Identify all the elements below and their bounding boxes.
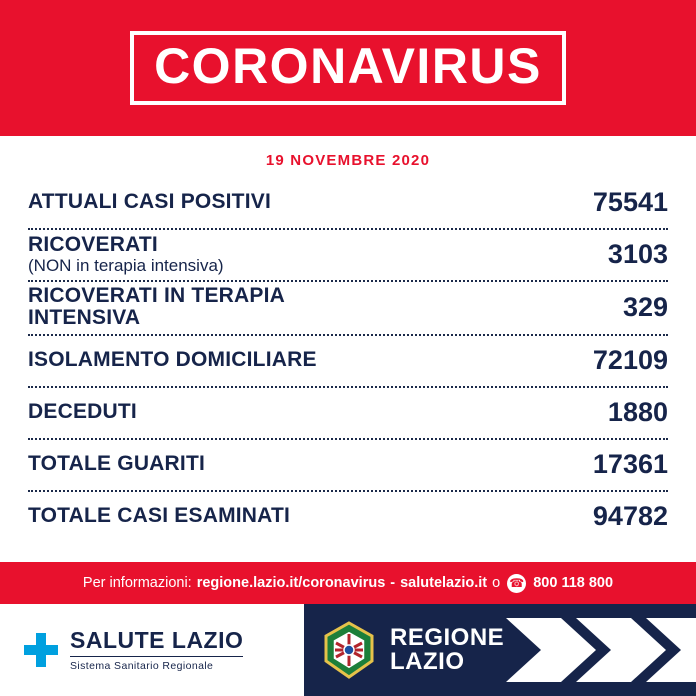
stat-row: [28, 230, 668, 282]
salute-lazio-text: [70, 628, 243, 671]
title-box: [130, 31, 566, 105]
info-phone-number[interactable]: 800 118 800: [533, 575, 614, 591]
stat-label: TOTALE GUARITI: [28, 452, 206, 476]
info-prefix: Per informazioni:: [82, 575, 192, 591]
info-link-salute[interactable]: salutelazio.it: [400, 575, 488, 591]
stat-row: [28, 282, 668, 336]
regione-line-2: LAZIO: [390, 648, 465, 675]
stat-value: 72109: [592, 344, 668, 375]
info-strip: [0, 562, 696, 604]
salute-lazio-subtitle: Sistema Sanitario Regionale: [70, 656, 243, 672]
footer-regione-lazio: [304, 604, 696, 696]
salute-lazio-title: SALUTE LAZIO: [70, 627, 244, 654]
regione-lazio-emblem-icon: [322, 621, 376, 679]
page-title: CORONAVIRUS: [154, 38, 542, 94]
stat-value: 75541: [592, 186, 668, 217]
stats-list: [0, 178, 696, 562]
header-banner: [0, 0, 696, 136]
stat-row: [28, 440, 668, 492]
stat-row: [28, 178, 668, 230]
stat-label: ATTUALI CASI POSITIVI: [28, 189, 271, 213]
footer-salute-lazio: [0, 604, 304, 696]
stat-row: [28, 388, 668, 440]
stat-value: 329: [622, 291, 668, 322]
stat-label: TOTALE CASI ESAMINATI: [28, 504, 291, 528]
info-conjunction: o: [492, 575, 501, 591]
stat-value: 1880: [607, 396, 668, 427]
footer: [0, 604, 696, 696]
stat-value: 3103: [607, 238, 668, 269]
stat-label: [28, 234, 224, 275]
stat-value: 17361: [592, 448, 668, 479]
stat-value: 94782: [592, 500, 668, 531]
stat-label-main: RICOVERATI: [28, 232, 158, 256]
stat-label: ISOLAMENTO DOMICILIARE: [28, 348, 317, 372]
stat-label-sub: (NON in terapia intensiva): [28, 255, 224, 275]
info-link-regione[interactable]: regione.lazio.it/coronavirus: [196, 575, 386, 591]
stat-row: [28, 336, 668, 388]
regione-line-1: REGIONE: [390, 624, 505, 651]
stat-label: RICOVERATI IN TERAPIA INTENSIVA: [28, 284, 285, 330]
regione-lazio-wordmark: [390, 626, 504, 674]
date-row: [0, 136, 696, 178]
stat-row: [28, 492, 668, 542]
phone-icon: ☎: [507, 574, 526, 593]
stat-label: DECEDUTI: [28, 400, 137, 424]
info-separator: -: [390, 575, 396, 591]
report-date: 19 NOVEMBRE 2020: [265, 152, 431, 169]
medical-cross-icon: [24, 633, 58, 667]
